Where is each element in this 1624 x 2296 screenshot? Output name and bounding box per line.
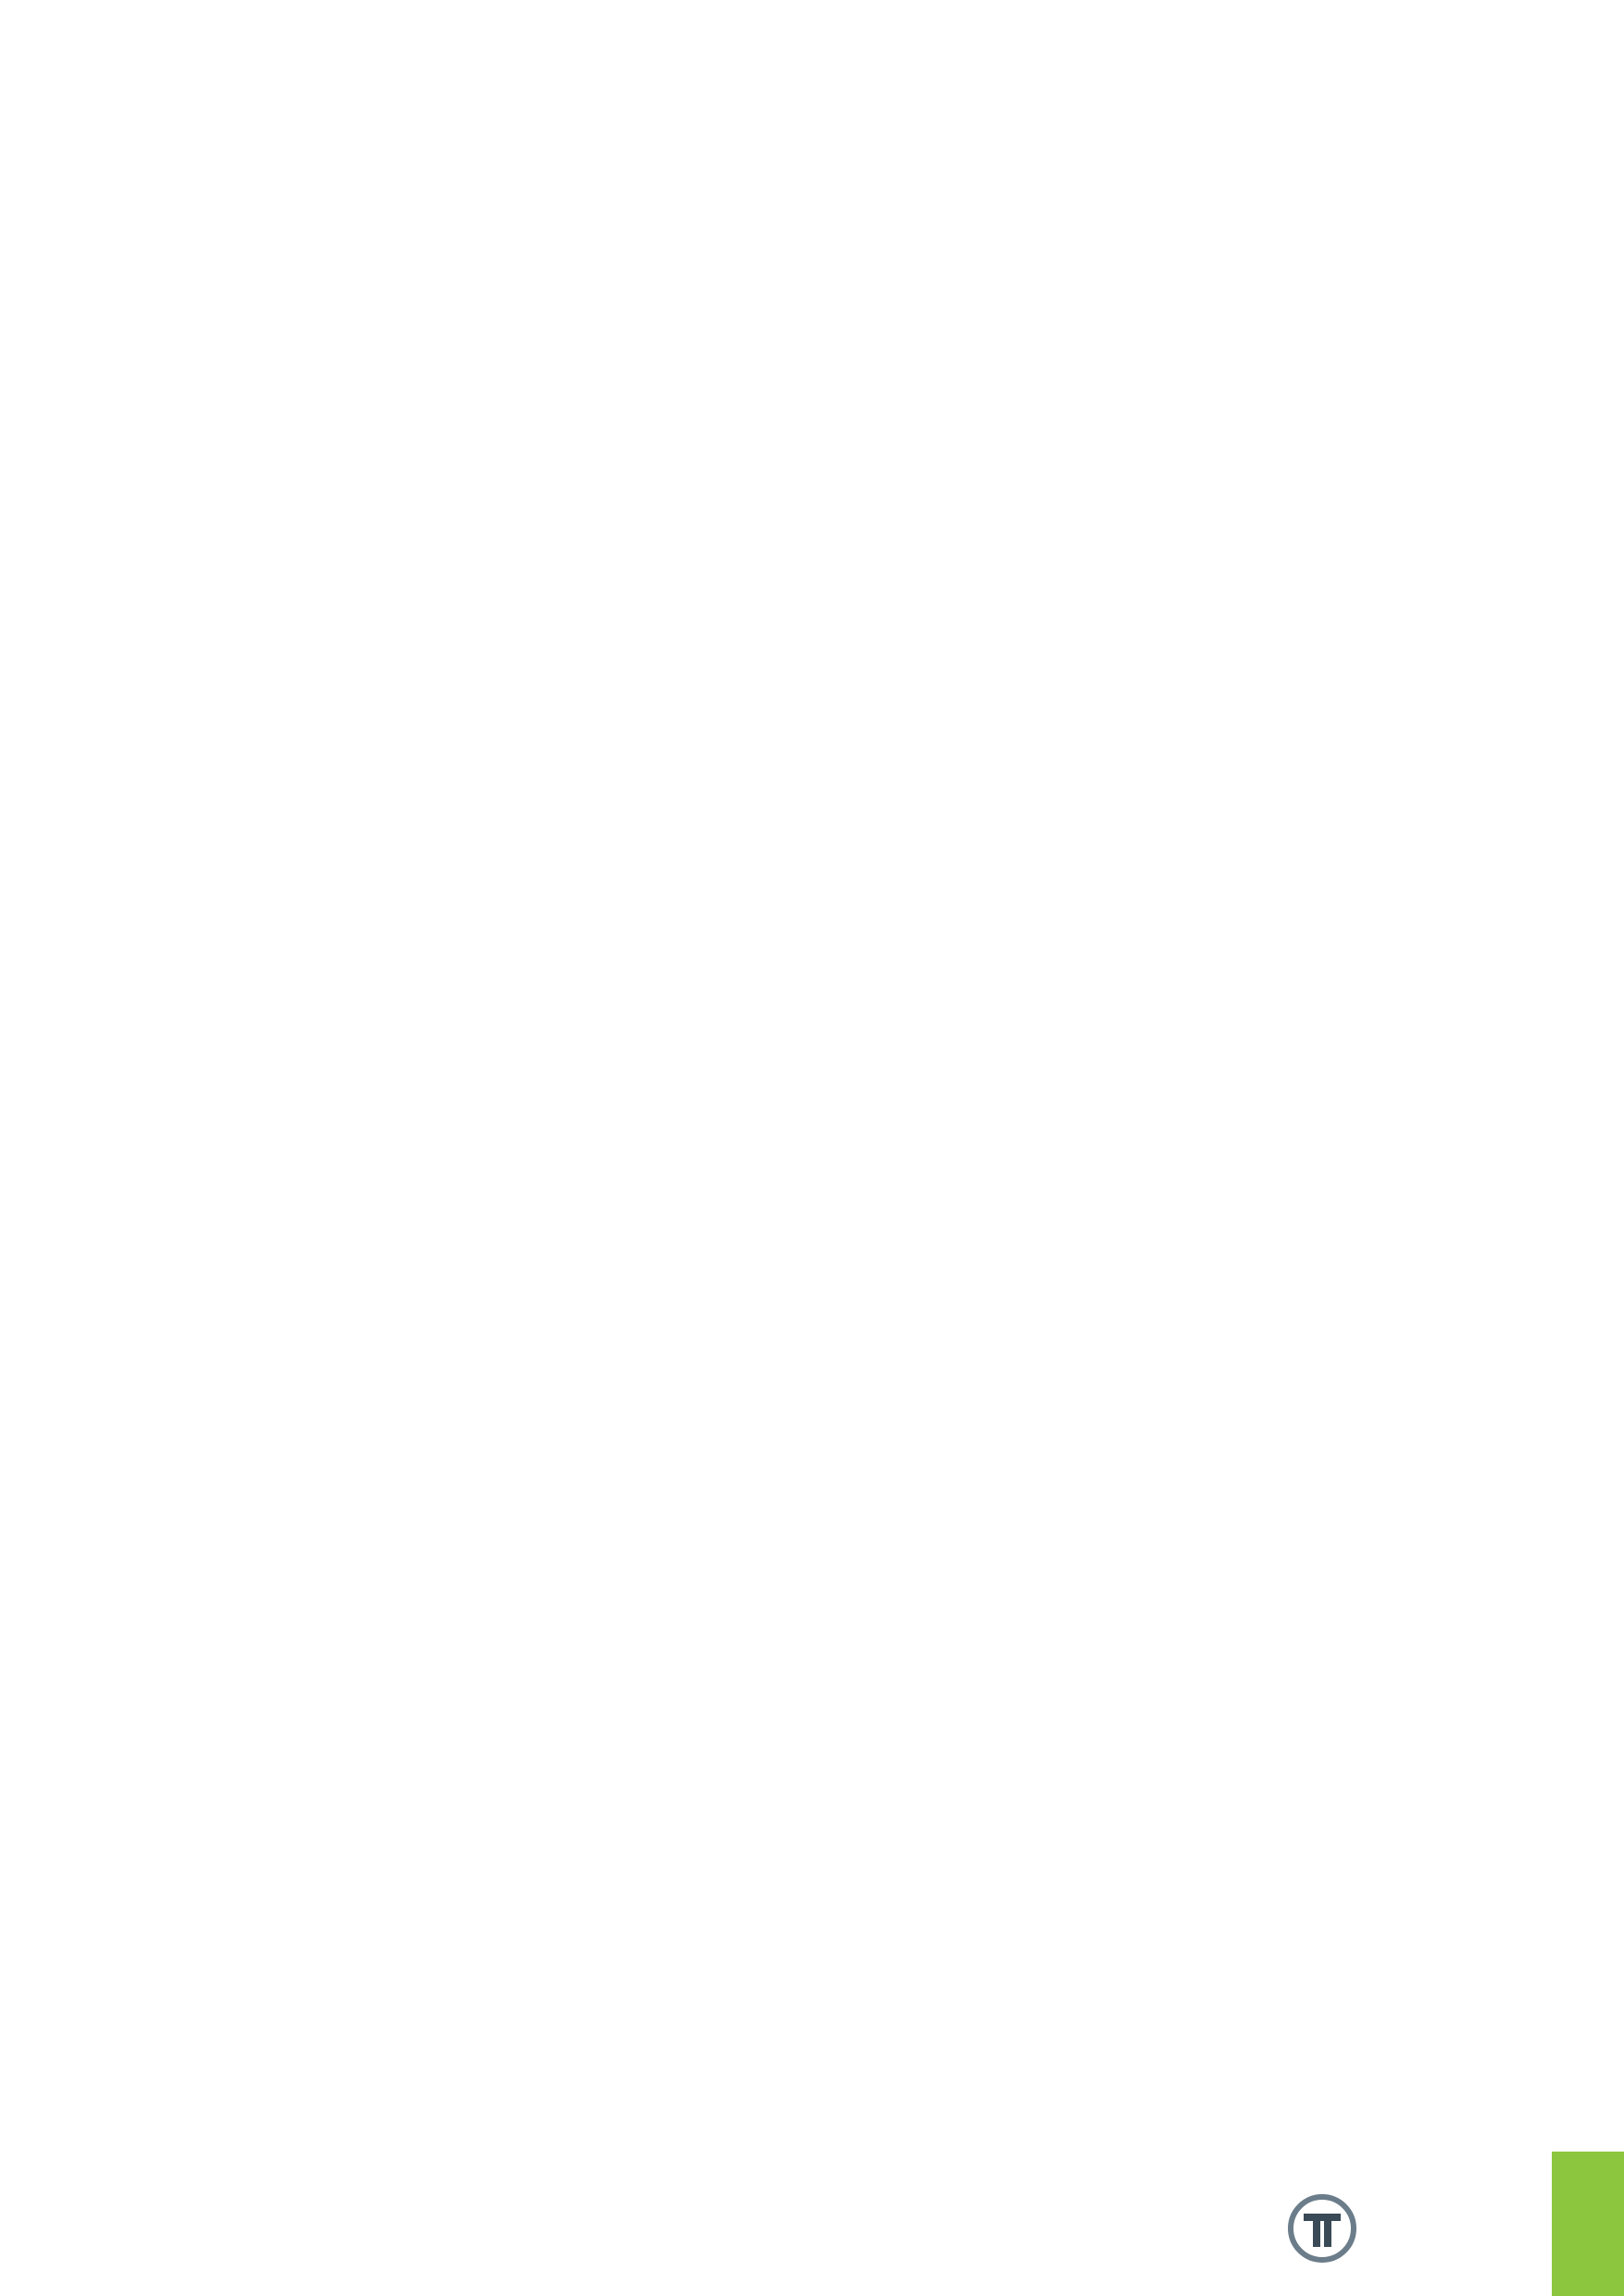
chapter-tab: [1552, 2152, 1624, 2296]
taegutec-logo: [1285, 2187, 1517, 2270]
taegutec-emblem-icon: [1285, 2191, 1359, 2265]
